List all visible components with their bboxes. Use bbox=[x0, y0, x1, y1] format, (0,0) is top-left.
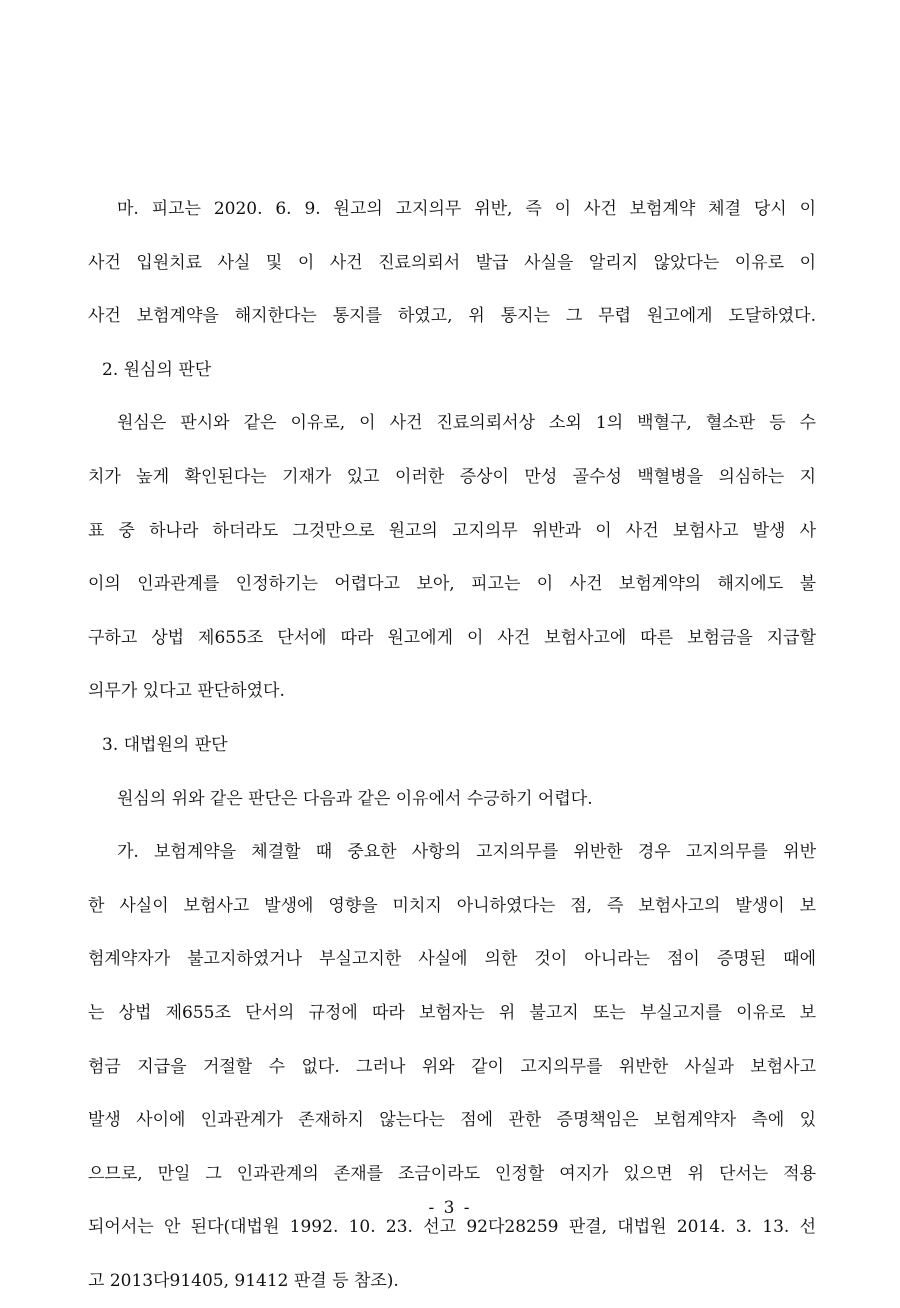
text-line: 고 2013다91405, 91412 판결 등 참조). bbox=[88, 1270, 399, 1291]
text-line: 구하고 상법 제655조 단서에 따라 원고에게 이 사건 보험사고에 따른 보험금을 지급할 bbox=[88, 627, 816, 648]
text-line: 험금 지급을 거절할 수 없다. 그러나 위와 같이 고지의무를 위반한 사실과 보험사고 bbox=[88, 1056, 816, 1077]
text-line: 원심은 판시와 같은 이유로, 이 사건 진료의뢰서상 소외 1의 백혈구, 혈소판 등 수 bbox=[117, 413, 816, 434]
text-line: 사건 입원치료 사실 및 이 사건 진료의뢰서 발급 사실을 알리지 않았다는 이유로 이 bbox=[88, 252, 816, 273]
text-line: 발생 사이에 인과관계가 존재하지 않는다는 점에 관한 증명책임은 보험계약자 측에 있 bbox=[88, 1110, 816, 1131]
text-line: 는 상법 제655조 단서의 규정에 따라 보험자는 위 불고지 또는 부실고지를 이유로 보 bbox=[88, 1002, 816, 1023]
text-line: 치가 높게 확인된다는 기재가 있고 이러한 증상이 만성 골수성 백혈병을 의심하는 지 bbox=[88, 466, 816, 487]
page-number: - 3 - bbox=[428, 1198, 472, 1218]
section-heading: 2. 원심의 판단 bbox=[102, 359, 212, 380]
document-body bbox=[88, 183, 816, 1308]
text-line: 험계약자가 불고지하였거나 부실고지한 사실에 의한 것이 아니라는 점이 증명된 때에 bbox=[88, 949, 816, 970]
text-line: 이의 인과관계를 인정하기는 어렵다고 보아, 피고는 이 사건 보험계약의 해지에도 불 bbox=[88, 574, 816, 595]
text-line: 으므로, 만일 그 인과관계의 존재를 조금이라도 인정할 여지가 있으면 위 단서는 적용 bbox=[88, 1163, 816, 1184]
text-line: 되어서는 안 된다(대법원 1992. 10. 23. 선고 92다28259 판결, 대법원 2014. 3. 13. 선 bbox=[88, 1217, 816, 1238]
text-line: 한 사실이 보험사고 발생에 영향을 미치지 아니하였다는 점, 즉 보험사고의 발생이 보 bbox=[88, 895, 816, 916]
text-line: 가. 보험계약을 체결할 때 중요한 사항의 고지의무를 위반한 경우 고지의무를 위반 bbox=[117, 842, 816, 863]
text-line: 마. 피고는 2020. 6. 9. 원고의 고지의무 위반, 즉 이 사건 보험계약 체결 당시 이 bbox=[117, 199, 816, 219]
text-line: 의무가 있다고 판단하였다. bbox=[88, 681, 285, 702]
section-heading: 3. 대법원의 판단 bbox=[102, 734, 228, 755]
text-line: 원심의 위와 같은 판단은 다음과 같은 이유에서 수긍하기 어렵다. bbox=[117, 788, 593, 809]
text-line: 표 중 하나라 하더라도 그것만으로 원고의 고지의무 위반과 이 사건 보험사고 발생 사 bbox=[88, 520, 816, 541]
text-line: 사건 보험계약을 해지한다는 통지를 하였고, 위 통지는 그 무렵 원고에게 도달하였다. bbox=[88, 306, 816, 327]
